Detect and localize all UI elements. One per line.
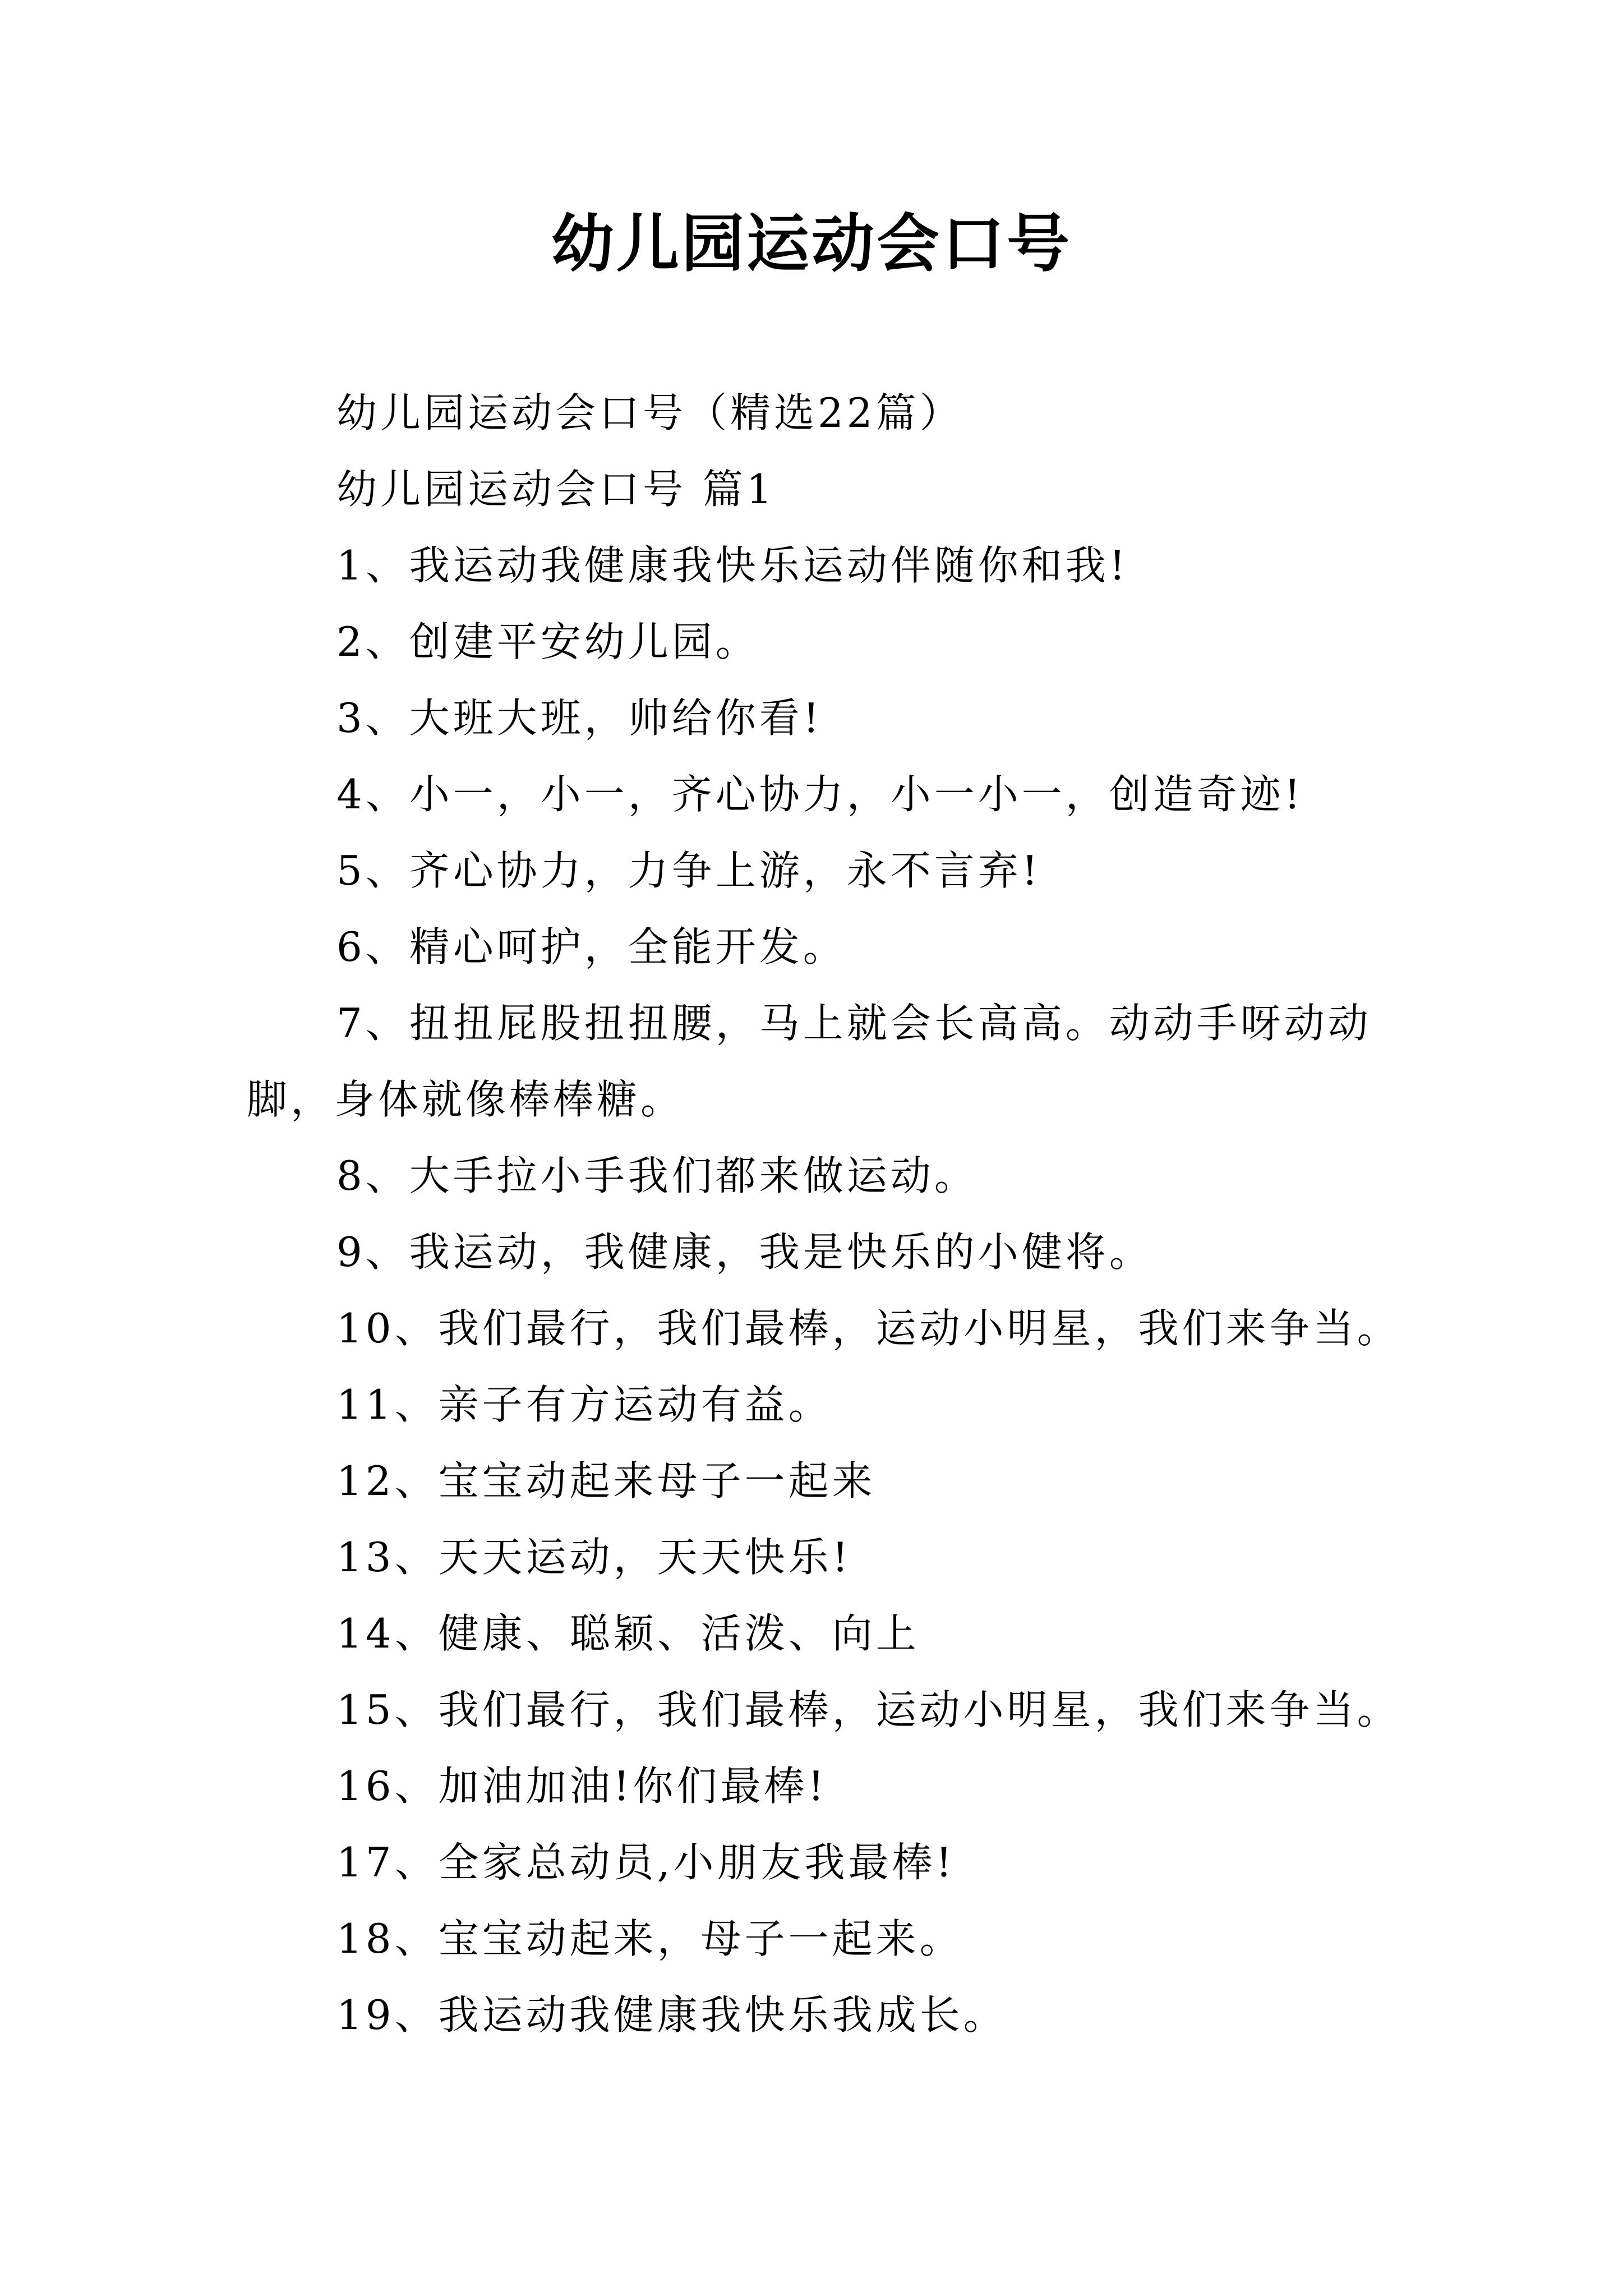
slogan-item: 9、我运动，我健康，我是快乐的小健将。 bbox=[336, 1228, 1153, 1276]
slogan-item: 16、加油加油!你们最棒! bbox=[336, 1763, 828, 1810]
slogan-item: 5、齐心协力，力争上游，永不言弃! bbox=[336, 847, 1041, 894]
slogan-item: 3、大班大班，帅给你看! bbox=[336, 694, 823, 742]
slogan-item: 12、宝宝动起来母子一起来 bbox=[336, 1457, 876, 1504]
slogan-item: 17、全家总动员,小朋友我最棒! bbox=[336, 1839, 956, 1886]
slogan-item: 4、小一，小一，齐心协力，小一小一，创造奇迹! bbox=[336, 771, 1304, 818]
slogan-item: 11、亲子有方运动有益。 bbox=[336, 1381, 832, 1428]
slogan-item: 14、健康、聪颖、活泼、向上 bbox=[336, 1610, 920, 1657]
document-body bbox=[247, 375, 1402, 2053]
slogan-item: 2、创建平安幼儿园。 bbox=[336, 618, 759, 665]
document-subtitle: 幼儿园运动会口号（精选22篇） bbox=[336, 389, 963, 436]
section-heading: 幼儿园运动会口号 篇1 bbox=[336, 466, 776, 513]
slogan-item: 10、我们最行，我们最棒，运动小明星，我们来争当。 bbox=[336, 1305, 1401, 1352]
slogan-item: 8、大手拉小手我们都来做运动。 bbox=[336, 1152, 978, 1199]
slogan-item: 18、宝宝动起来，母子一起来。 bbox=[336, 1915, 963, 1962]
slogan-item: 15、我们最行，我们最棒，运动小明星，我们来争当。 bbox=[336, 1686, 1401, 1733]
slogan-item: 6、精心呵护，全能开发。 bbox=[336, 923, 847, 970]
page-title: 幼儿园运动会口号 bbox=[551, 208, 1072, 280]
slogan-item: 19、我运动我健康我快乐我成长。 bbox=[336, 1991, 1007, 2039]
slogan-item: 13、天天运动，天天快乐! bbox=[336, 1534, 852, 1581]
slogan-item: 7、扭扭屁股扭扭腰，马上就会长高高。动动手呀动动脚，身体就像棒棒糖。 bbox=[247, 1000, 1372, 1123]
slogan-item: 1、我运动我健康我快乐运动伴随你和我! bbox=[336, 542, 1129, 589]
